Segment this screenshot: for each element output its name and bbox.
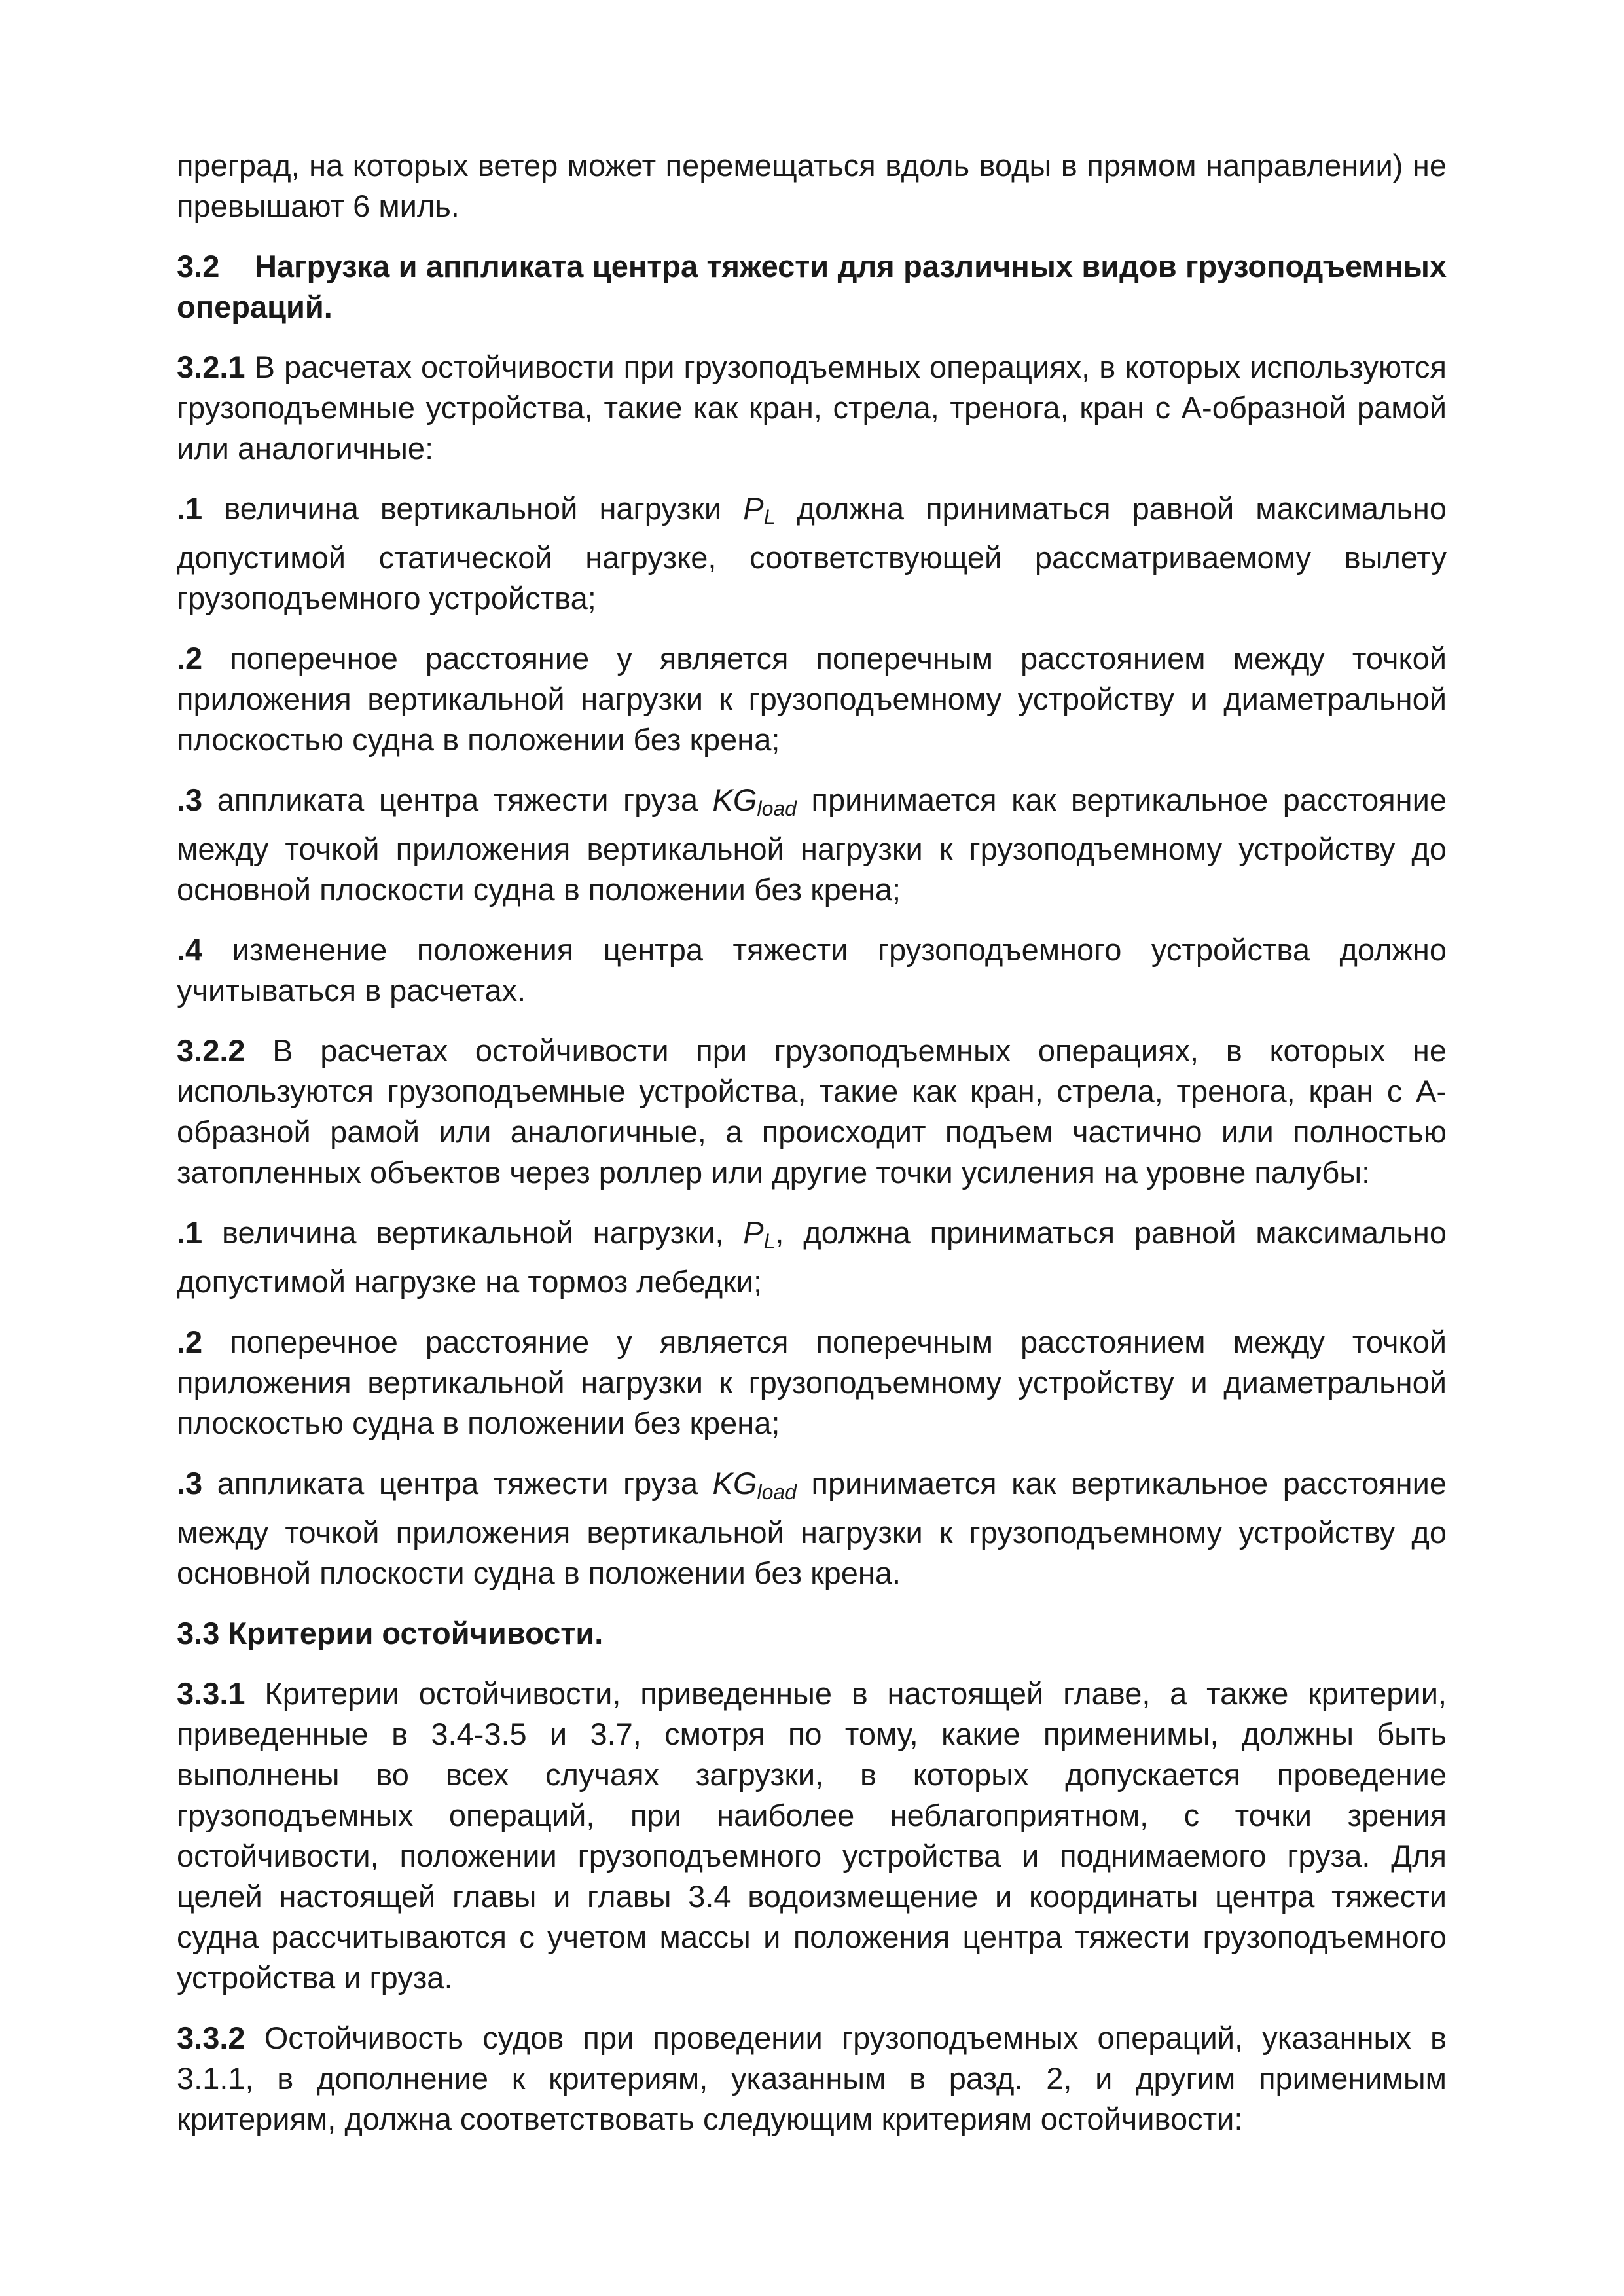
subclause-number: .1	[177, 491, 203, 526]
clause-number: 3.3.2	[177, 2020, 245, 2055]
subclause-number: .2	[177, 1324, 203, 1359]
symbol-pl: P	[743, 491, 764, 526]
document-page	[177, 145, 1447, 2159]
symbol-subscript: L	[763, 505, 776, 529]
subclause-number: .2	[177, 641, 203, 676]
subclause-3-2-1-1: .1 величина вертикальной нагрузки $P_L$ должна приниматься равной максимально допустимой статической нагрузке, соответствующей рассматриваемому вылету грузоподъемного устройства;	[177, 491, 1447, 615]
subclause-3-2-1-3: .3 аппликата центра тяжести груза $KG_{load}$ принимается как вертикальное расстояние между точкой приложения вертикальной нагрузки к грузоподъемному устройству до основной плоскости судна в положении без крена;	[177, 782, 1447, 907]
subclause-number: .3	[177, 782, 203, 817]
section-title: Нагрузка и аппликата центра тяжести для различных видов грузоподъемных операций.	[177, 249, 1447, 324]
clause-3-2-1	[177, 347, 1447, 469]
clause-number: 3.2.1	[177, 350, 245, 384]
intro-paragraph: преград, на которых ветер может перемещаться вдоль воды в прямом направлении) не превышают 6 миль.	[177, 148, 1447, 223]
subclause-3-2-2-1: .1 величина вертикальной нагрузки, $P_L$, должна приниматься равной максимально допустимой нагрузке на тормоз лебедки;	[177, 1215, 1447, 1299]
clause-3-2-2	[177, 1030, 1447, 1193]
section-title: 3.3 Критерии остойчивости.	[177, 1616, 604, 1650]
clause-text: В расчетах остойчивости при грузоподъемных операциях, в которых используются грузоподъемные устройства, такие как кран, стрела, тренога, кран с А-образной рамой или аналогичные:	[177, 350, 1447, 465]
symbol-subscript: L	[763, 1230, 776, 1253]
clause-number: 3.3.1	[177, 1676, 245, 1711]
clause-text: Критерии остойчивости, приведенные в настоящей главе, а также критерии, приведенные в 3.4-3.5 и 3.7, смотря по тому, какие применимы, должны быть выполнены во всех случаях загрузки, в которых допускается проведение грузоподъемных операций, при наиболее неблагоприятном, с точки зрения остойчивости, положении грузоподъемного устройства и поднимаемого груза. Для целей настоящей главы и главы 3.4 водоизмещение и координаты центра тяжести судна рассчитываются с учетом массы и положения центра тяжести грузоподъемного устройства и груза.	[177, 1676, 1447, 1995]
section-number: 3.2	[177, 249, 220, 283]
symbol-subscript: load	[757, 797, 797, 820]
subclause-3-2-2-3: .3 аппликата центра тяжести груза $KG_{load}$ принимается как вертикальное расстояние между точкой приложения вертикальной нагрузки к грузоподъемному устройству до основной плоскости судна в положении без крена.	[177, 1466, 1447, 1590]
subclause-number: .4	[177, 932, 203, 967]
subclause-3-2-1-2: .2 поперечное расстояние y является поперечным расстоянием между точкой приложения вертикальной нагрузки к грузоподъемному устройству и диаметральной плоскостью судна в положении без крена;	[177, 641, 1447, 757]
symbol-pl: P	[743, 1215, 764, 1250]
clause-3-3-2	[177, 2018, 1447, 2140]
subclause-number: .1	[177, 1215, 203, 1250]
symbol-kg: KG	[712, 782, 757, 817]
subclause-3-2-2-2: .2 поперечное расстояние y является поперечным расстоянием между точкой приложения вертикальной нагрузки к грузоподъемному устройству и диаметральной плоскостью судна в положении без крена;	[177, 1324, 1447, 1440]
symbol-subscript: load	[757, 1480, 797, 1504]
section-heading-3-2	[177, 246, 1447, 327]
clause-text: Остойчивость судов при проведении грузоподъемных операций, указанных в 3.1.1, в дополнение к критериям, указанным в разд. 2, и другим применимым критериям, должна соответствовать следующим критериям остойчивости:	[177, 2020, 1447, 2136]
clause-text: В расчетах остойчивости при грузоподъемных операциях, в которых не используются грузоподъемные устройства, такие как кран, стрела, тренога, кран с А-образной рамой или аналогичные, а происходит подъем частично или полностью затопленных объектов через роллер или другие точки усиления на уровне палубы:	[177, 1033, 1447, 1190]
clause-3-3-1	[177, 1673, 1447, 1998]
clause-number: 3.2.2	[177, 1033, 245, 1068]
subclause-number: .3	[177, 1466, 203, 1501]
symbol-kg: KG	[712, 1466, 757, 1501]
section-heading-3-3	[177, 1613, 1447, 1654]
subclause-3-2-1-4: .4 изменение положения центра тяжести грузоподъемного устройства должно учитываться в расчетах.	[177, 932, 1447, 1008]
